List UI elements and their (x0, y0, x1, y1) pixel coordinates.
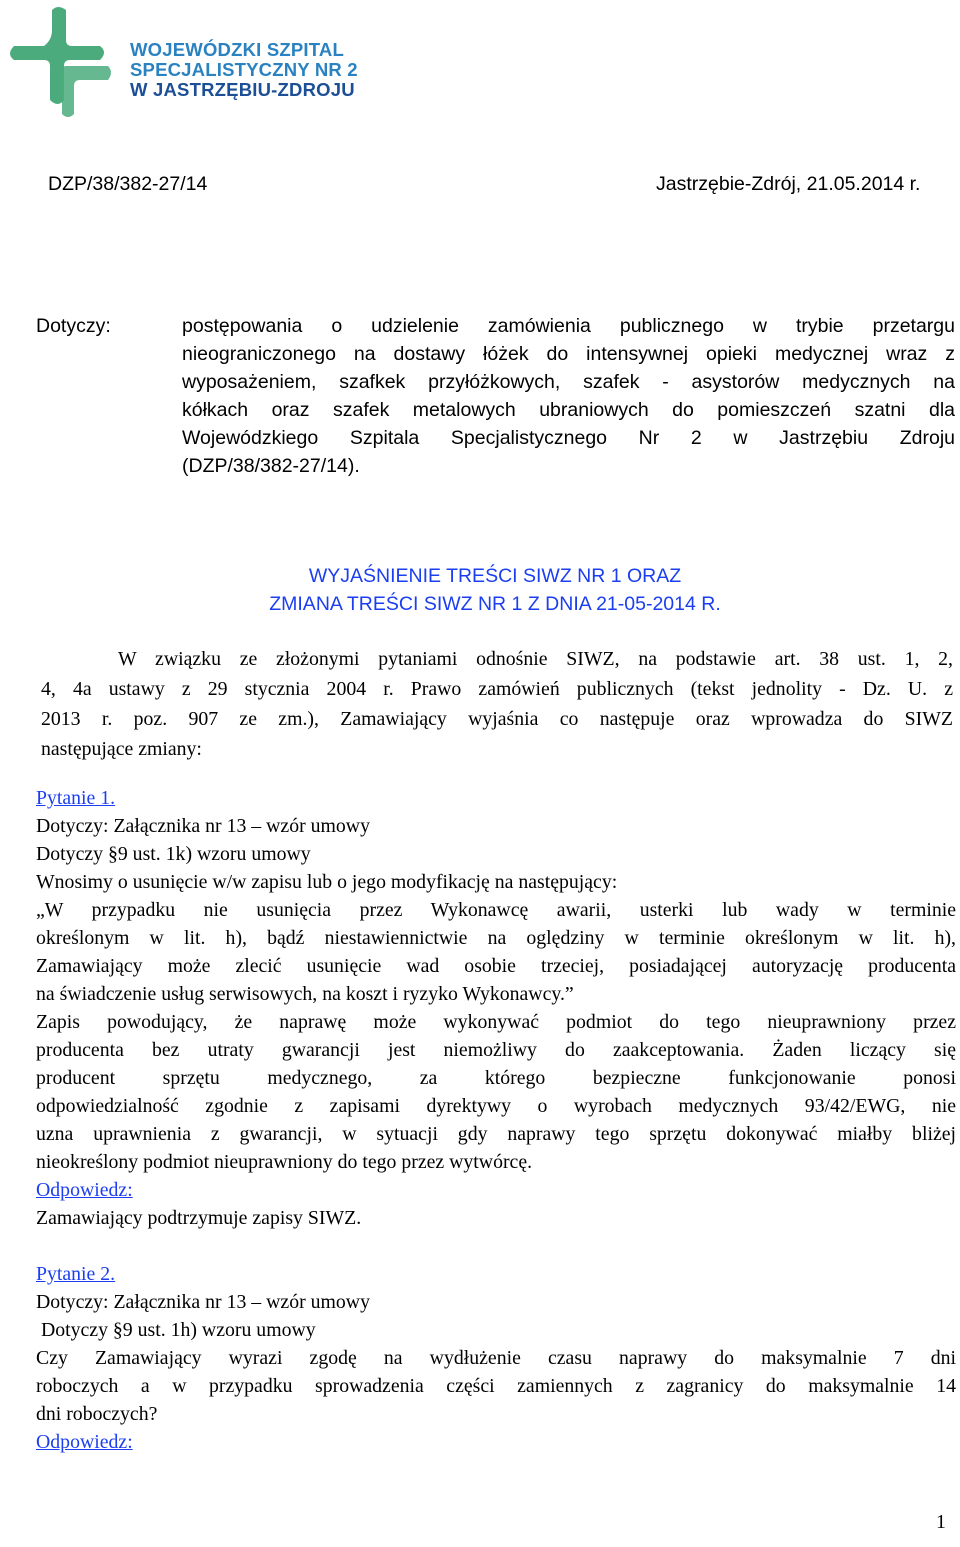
logo-text-line1: WOJEWÓDZKI SZPITAL (130, 39, 344, 60)
question-line: Dotyczy: Załącznika nr 13 – wzór umowy (36, 1291, 370, 1313)
intro-line: 4, 4a ustawy z 29 stycznia 2004 r. Prawo zamówień publicznych (tekst jednolity - Dz. U. z (41, 678, 953, 700)
subject-line: Wojewódzkiego Szpitala Specjalistycznego Nr 2 w Jastrzębiu Zdroju (182, 427, 955, 449)
answer-1-heading: Odpowiedz: (36, 1179, 133, 1201)
place-and-date: Jastrzębie-Zdrój, 21.05.2014 r. (656, 173, 921, 195)
subject-line: kółkach oraz szafek metalowych ubraniowych do pomieszczeń szatni dla (182, 399, 955, 421)
question-line: Zamawiający może zlecić usunięcie wad osobie trzeciej, posiadającej autoryzację producenta (36, 955, 956, 977)
logo-text-line2: SPECJALISTYCZNY NR 2 (130, 59, 358, 80)
question-line: Wnosimy o usunięcie w/w zapisu lub o jego modyfikację na następujący: (36, 871, 618, 893)
question-line: na świadczenie usług serwisowych, na koszt i ryzyko Wykonawcy.” (36, 983, 574, 1005)
intro-line: następujące zmiany: (41, 738, 202, 760)
subject-line: (DZP/38/382-27/14). (182, 455, 360, 477)
reference-number: DZP/38/382-27/14 (48, 173, 208, 195)
question-line: dni roboczych? (36, 1403, 158, 1425)
question-line: nieokreślony podmiot nieuprawniony do tego przez wytwórcę. (36, 1151, 533, 1173)
intro-line: W związku ze złożonymi pytaniami odnośnie SIWZ, na podstawie art. 38 ust. 1, 2, (118, 648, 953, 670)
question-line: uzna uprawnienia z gwarancji, w sytuacji gdy naprawy tego sprzętu dokonywać miałby bliżej (36, 1123, 956, 1145)
question-line: określonym w lit. h), bądź niestawiennictwie na oględziny w terminie określonym w lit. h), (36, 927, 956, 949)
document-title-line2: ZMIANA TREŚCI SIWZ NR 1 Z DNIA 21-05-2014 R. (269, 593, 721, 615)
question-line: producent sprzętu medycznego, za którego bezpieczne funkcjonowanie ponosi (36, 1067, 956, 1089)
question-line: Dotyczy: Załącznika nr 13 – wzór umowy (36, 815, 370, 837)
subject-line: nieograniczonego na dostawy łóżek do intensywnej opieki medycznej wraz z (182, 343, 955, 365)
cross-emblem-icon (0, 0, 130, 130)
question-line: roboczych a w przypadku sprowadzenia części zamiennych z zagranicy do maksymalnie 14 (36, 1375, 956, 1397)
intro-line: 2013 r. poz. 907 ze zm.), Zamawiający wyjaśnia co następuje oraz wprowadza do SIWZ (41, 708, 953, 730)
logo-text-line3: W JASTRZĘBIU-ZDROJU (130, 79, 355, 100)
subject-label: Dotyczy: (36, 315, 111, 337)
question-line: Dotyczy §9 ust. 1h) wzoru umowy (36, 1319, 316, 1341)
question-line: Zapis powodujący, że naprawę może wykonywać podmiot do tego nieuprawniony przez (36, 1011, 956, 1033)
question-line: odpowiedzialność zgodnie z zapisami dyrektywy o wyrobach medycznych 93/42/EWG, nie (36, 1095, 956, 1117)
subject-line: wyposażeniem, szafkek przyłóżkowych, szafek - asystorów medycznych na (182, 371, 955, 393)
answer-2-heading: Odpowiedz: (36, 1431, 133, 1453)
document-title-line1: WYJAŚNIENIE TREŚCI SIWZ NR 1 ORAZ (308, 565, 682, 587)
question-1-heading: Pytanie 1. (36, 787, 116, 809)
question-line: Czy Zamawiający wyrazi zgodę na wydłużenie czasu naprawy do maksymalnie 7 dni (36, 1347, 956, 1369)
hospital-logo (0, 0, 380, 130)
question-line: „W przypadku nie usunięcia przez Wykonawcę awarii, usterki lub wady w terminie (36, 899, 956, 921)
subject-line: postępowania o udzielenie zamówienia publicznego w trybie przetargu (182, 315, 955, 337)
question-line: producenta bez utraty gwarancji jest niemożliwy do zaakceptowania. Żaden liczący się (36, 1039, 956, 1061)
answer-1-text: Zamawiający podtrzymuje zapisy SIWZ. (36, 1207, 362, 1229)
page-number: 1 (936, 1511, 946, 1533)
question-line: Dotyczy §9 ust. 1k) wzoru umowy (36, 843, 311, 865)
question-2-heading: Pytanie 2. (36, 1263, 116, 1285)
